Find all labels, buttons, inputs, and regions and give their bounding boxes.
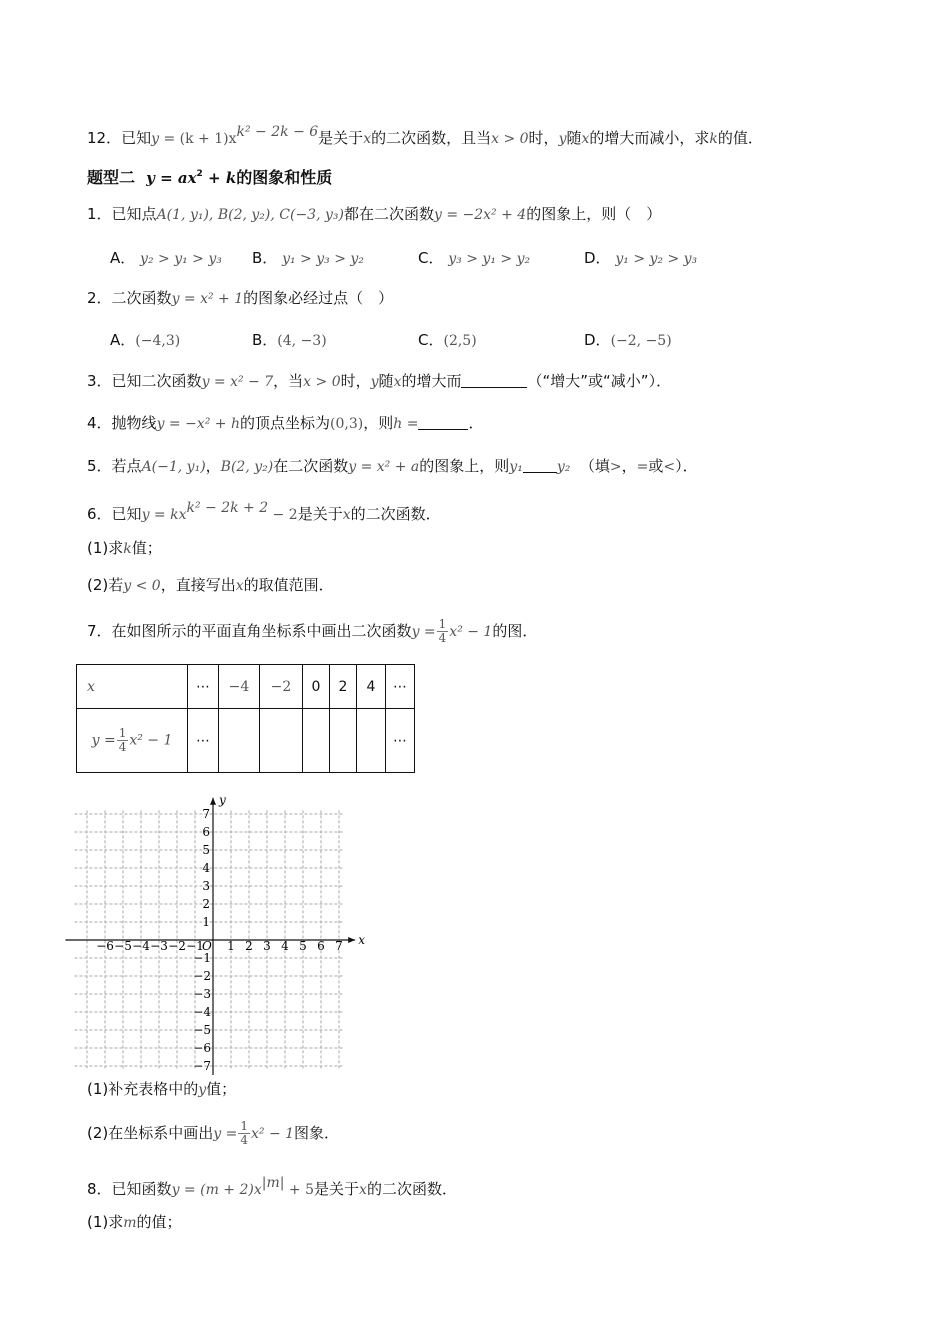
table-input-cell[interactable] bbox=[357, 709, 386, 773]
origin-label: O bbox=[202, 939, 212, 953]
table-cell: ⋯ bbox=[386, 665, 415, 709]
q1-option-d[interactable]: D． y₁ > y₂ > y₃ bbox=[584, 249, 698, 267]
table-cell: −4 bbox=[219, 665, 260, 709]
question-12: 12．已知$y = (k + 1)x^{k^2 - 2k - 6}$是关于x的二次函数，且当x > 0时，y随x的增大而减小，求k的值． bbox=[87, 124, 763, 147]
table-input-cell[interactable] bbox=[260, 709, 303, 773]
x-tick-label: 5 bbox=[299, 939, 307, 953]
table-input-cell[interactable] bbox=[219, 709, 260, 773]
x-tick-label: 3 bbox=[263, 939, 271, 953]
question-7: 7．在如图所示的平面直角坐标系中画出二次函数y = $\frac{1}{4}$ x² − 1的图． bbox=[87, 617, 538, 645]
q2-option-a[interactable]: A．(−4,3) bbox=[110, 331, 181, 349]
q1-option-a[interactable]: A． y₂ > y₁ > y₃ bbox=[110, 249, 222, 267]
question-3: 3．已知二次函数y = x² − 7，当x > 0时，y随x的增大而 （“增大”或“减小”）． bbox=[87, 372, 672, 390]
y-axis-arrow bbox=[210, 798, 216, 805]
x-tick-label: 4 bbox=[281, 939, 289, 953]
q5-answer-blank[interactable] bbox=[523, 458, 557, 473]
y-tick-label: −5 bbox=[193, 1023, 211, 1037]
question-6-part-1: (1)求k值； bbox=[87, 539, 162, 557]
question-2: 2．二次函数y = x² + 1的图象必经过点（ ） bbox=[87, 289, 394, 307]
y-tick-label: 1 bbox=[202, 915, 210, 929]
coordinate-grid[interactable] bbox=[80, 775, 370, 1073]
y-tick-label: 7 bbox=[202, 807, 210, 821]
x-tick-label: 6 bbox=[317, 939, 325, 953]
y-tick-label: −4 bbox=[193, 1005, 211, 1019]
y-tick-label: 6 bbox=[202, 825, 210, 839]
y-tick-label: −6 bbox=[193, 1041, 211, 1055]
table-cell: ⋯ bbox=[188, 665, 219, 709]
y-tick-label: 5 bbox=[202, 843, 210, 857]
table-cell: ⋯ bbox=[188, 709, 219, 773]
table-cell: 2 bbox=[330, 665, 357, 709]
table-header-y: y = $\frac{1}{4}$ x² − 1 bbox=[77, 709, 188, 773]
y-axis-label: y bbox=[219, 792, 226, 807]
table-cell: 0 bbox=[303, 665, 330, 709]
x-tick-label: −3 bbox=[150, 939, 168, 953]
question-1: 1．已知点A(1, y₁), B(2, y₂), C(−3, y₃)都在二次函数y = −2x² + 4的图象上，则（ ） bbox=[87, 205, 662, 223]
question-6: 6．已知$y = kx^{k^2 - 2k + 2} - 2$是关于x的二次函数． bbox=[87, 500, 441, 523]
y-tick-label: 3 bbox=[202, 879, 210, 893]
x-tick-label: 2 bbox=[245, 939, 253, 953]
table-cell: −2 bbox=[260, 665, 303, 709]
question-7-part-2: (2)在坐标系中画出y = $\frac{1}{4}$ x² − 1图象． bbox=[87, 1119, 340, 1147]
x-tick-label: −6 bbox=[96, 939, 114, 953]
x-tick-label: −4 bbox=[132, 939, 150, 953]
q2-option-c[interactable]: C．(2,5) bbox=[418, 331, 477, 349]
question-6-part-2: (2)若y < 0，直接写出x的取值范围． bbox=[87, 576, 334, 594]
x-axis-arrow bbox=[348, 937, 355, 943]
y-tick-label: −7 bbox=[193, 1059, 211, 1073]
table-input-cell[interactable] bbox=[330, 709, 357, 773]
y-tick-label: 4 bbox=[202, 861, 210, 875]
q1-option-b[interactable]: B． y₁ > y₃ > y₂ bbox=[252, 249, 364, 267]
q2-option-b[interactable]: B．(4, −3) bbox=[252, 331, 327, 349]
x-tick-label: 1 bbox=[227, 939, 235, 953]
x-tick-label: 7 bbox=[335, 939, 343, 953]
q2-option-d[interactable]: D．(−2, −5) bbox=[584, 331, 672, 349]
fraction: $\frac{1}{4}$ bbox=[438, 617, 447, 645]
question-8: 8．已知函数$y = (m + 2)x^{|m|} + 5$是关于x的二次函数． bbox=[87, 1175, 457, 1198]
table-cell: 4 bbox=[357, 665, 386, 709]
question-4: 4．抛物线y = −x² + h的顶点坐标为(0,3)，则h = ． bbox=[87, 414, 484, 432]
table-cell: ⋯ bbox=[386, 709, 415, 773]
question-8-part-1: (1)求m的值； bbox=[87, 1213, 182, 1231]
y-tick-label: −1 bbox=[193, 951, 211, 965]
section-heading: 题型二 $y = ax^2 + k$的图象和性质 bbox=[87, 168, 333, 187]
question-7-part-1: (1)补充表格中的y值； bbox=[87, 1080, 237, 1098]
table-header-x: x bbox=[77, 665, 188, 709]
q4-answer-blank[interactable] bbox=[418, 415, 468, 430]
value-table bbox=[76, 664, 415, 773]
x-tick-label: −2 bbox=[168, 939, 186, 953]
x-tick-label: −1 bbox=[186, 939, 204, 953]
x-axis-label: x bbox=[358, 933, 365, 947]
question-5: 5．若点A(−1, y₁)，B(2, y₂)在二次函数y = x² + a的图象上，则y₁ y₂ （填>，=或<）． bbox=[87, 457, 698, 475]
x-tick-label: −5 bbox=[114, 939, 132, 953]
y-tick-label: −2 bbox=[193, 969, 211, 983]
y-tick-label: −3 bbox=[193, 987, 211, 1001]
q1-option-c[interactable]: C． y₃ > y₁ > y₂ bbox=[418, 249, 531, 267]
y-tick-label: 2 bbox=[202, 897, 210, 911]
table-input-cell[interactable] bbox=[303, 709, 330, 773]
q3-answer-blank[interactable] bbox=[461, 373, 527, 388]
